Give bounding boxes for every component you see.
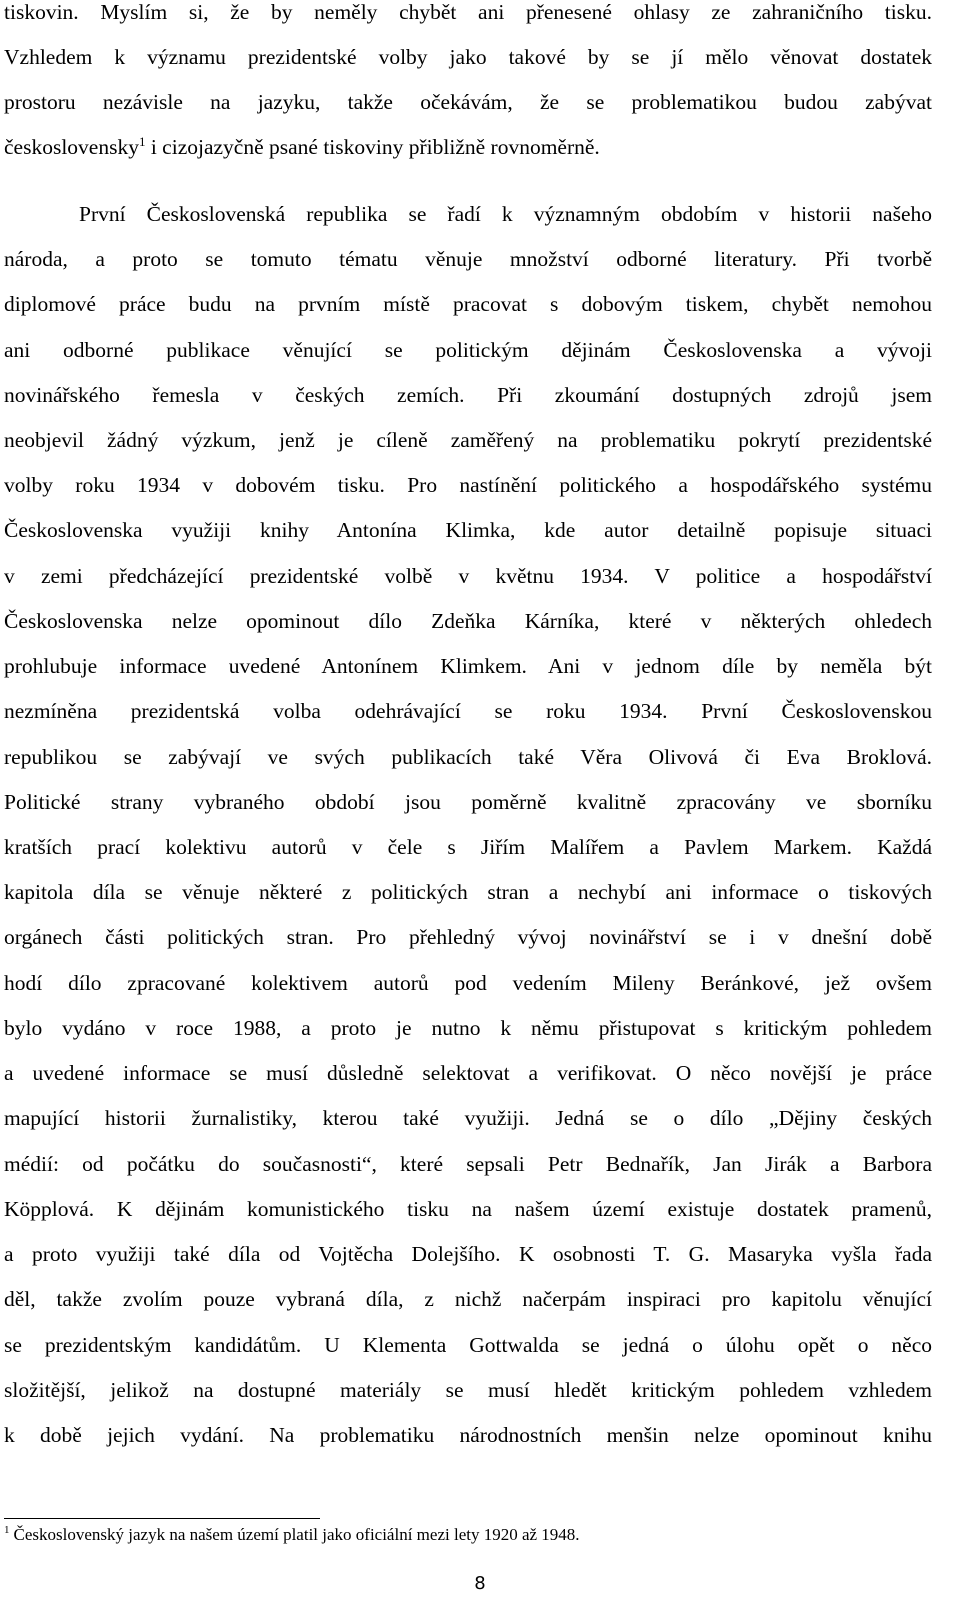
footnote-text: Československý jazyk na našem území platil jako oficiální mezi lety 1920 až 1948.: [13, 1525, 580, 1544]
text-line: hodí dílo zpracované kolektivem autorů pod vedením Mileny Beránkové, jež ovšem: [4, 971, 932, 995]
text-line: se prezidentským kandidátům. U Klementa Gottwalda se jedná o úlohu opět o něco: [4, 1333, 932, 1357]
text-line: mapující historii žurnalistiky, kterou také využiji. Jedná se o dílo „Dějiny českých: [4, 1106, 932, 1130]
text-line: ani odborné publikace věnující se politickým dějinám Československa a vývoji: [4, 338, 932, 362]
text-line: volby roku 1934 v dobovém tisku. Pro nastínění politického a hospodářského systému: [4, 473, 932, 497]
text-line: novinářského řemesla v českých zemích. Při zkoumání dostupných zdrojů jsem: [4, 383, 932, 407]
text-line: a uvedené informace se musí důsledně selektovat a verifikovat. O něco novější je práce: [4, 1061, 932, 1085]
text-line: Vzhledem k významu prezidentské volby jako takové by se jí mělo věnovat dostatek: [4, 45, 932, 69]
text-line: k době jejich vydání. Na problematiku národnostních menšin nelze opominout knihu: [4, 1423, 932, 1447]
page-number: 8: [474, 1573, 486, 1594]
text-line: kratších prací kolektivu autorů v čele s Jiřím Malířem a Pavlem Markem. Každá: [4, 835, 932, 859]
text-line: republikou se zabývají ve svých publikacích také Věra Olivová či Eva Broklová.: [4, 745, 932, 769]
text-line: prostoru nezávisle na jazyku, takže očekávám, že se problematikou budou zabývat: [4, 90, 932, 114]
text-line: složitější, jelikož na dostupné materiály se musí hledět kritickým pohledem vzhledem: [4, 1378, 932, 1402]
text-line: neobjevil žádný výzkum, jenž je cíleně zaměřený na problematiku pokrytí prezidentské: [4, 428, 932, 452]
text-segment: i cizojazyčně psané tiskoviny přibližně rovnoměrně.: [145, 135, 600, 159]
text-line: v zemi předcházející prezidentské volbě v květnu 1934. V politice a hospodářství: [4, 564, 932, 588]
footnote-mark: 1: [4, 1524, 10, 1537]
footnote: [4, 1524, 580, 1546]
text-line: Politické strany vybraného období jsou poměrně kvalitně zpracovány ve sborníku: [4, 790, 932, 814]
text-line: [4, 133, 932, 161]
text-line: tiskovin. Myslím si, že by neměly chybět ani přenesené ohlasy ze zahraničního tisku.: [4, 0, 932, 24]
footnote-reference: 1: [138, 133, 146, 149]
text-line: diplomové práce budu na prvním místě pracovat s dobovým tiskem, chybět nemohou: [4, 292, 932, 316]
text-line: Československa využiji knihy Antonína Klimka, kde autor detailně popisuje situaci: [4, 518, 932, 542]
text-line: První Československá republika se řadí k významným obdobím v historii našeho: [79, 202, 932, 226]
text-line: Československa nelze opominout dílo Zdeňka Kárníka, které v některých ohledech: [4, 609, 932, 633]
text-line: a proto využiji také díla od Vojtěcha Dolejšího. K osobnosti T. G. Masaryka vyšla řada: [4, 1242, 932, 1266]
text-line: orgánech části politických stran. Pro přehledný vývoj novinářství se i v dnešní době: [4, 925, 932, 949]
text-segment: československy: [4, 135, 139, 159]
text-line: nezmíněna prezidentská volba odehrávající se roku 1934. První Československou: [4, 699, 932, 723]
text-line: Köpplová. K dějinám komunistického tisku na našem území existuje dostatek pramenů,: [4, 1197, 932, 1221]
text-line: prohlubuje informace uvedené Antonínem Klimkem. Ani v jednom díle by neměla být: [4, 654, 932, 678]
text-line: děl, takže zvolím pouze vybraná díla, z nichž načerpám inspiraci pro kapitolu věnující: [4, 1287, 932, 1311]
text-line: bylo vydáno v roce 1988, a proto je nutno k němu přistupovat s kritickým pohledem: [4, 1016, 932, 1040]
footnote-separator: [4, 1518, 320, 1519]
text-line: kapitola díla se věnuje některé z politických stran a nechybí ani informace o tiskových: [4, 880, 932, 904]
text-line: médií: od počátku do současnosti“, které sepsali Petr Bednařík, Jan Jirák a Barbora: [4, 1152, 932, 1176]
text-line: národa, a proto se tomuto tématu věnuje množství odborné literatury. Při tvorbě: [4, 247, 932, 271]
